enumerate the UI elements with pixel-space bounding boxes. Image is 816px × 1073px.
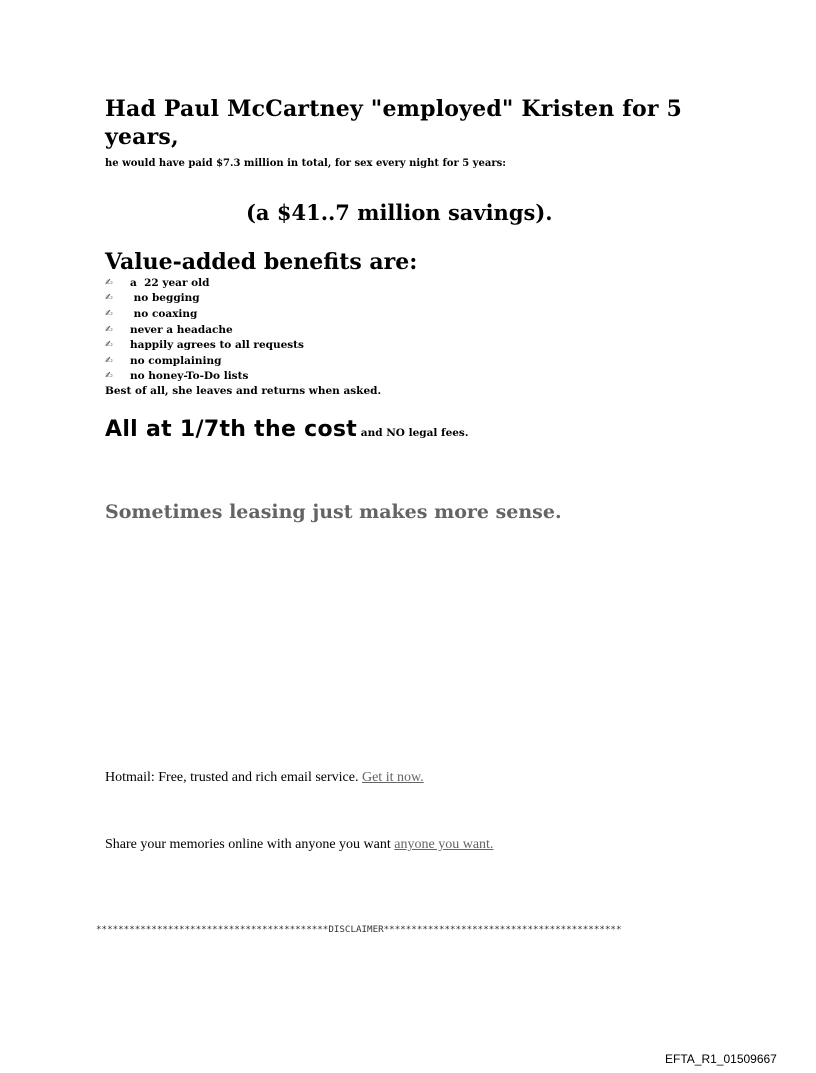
- cost-headline: All at 1/7th the cost: [105, 417, 358, 442]
- benefit-text: no complaining: [130, 354, 222, 367]
- benefit-text: no begging: [130, 292, 200, 305]
- headline: Had Paul McCartney "employed" Kristen for 5 years,: [105, 96, 683, 150]
- benefit-text: happily agrees to all requests: [130, 339, 304, 352]
- benefit-text: never a headache: [130, 323, 233, 336]
- benefit-item: [105, 353, 304, 369]
- benefits-title: Value-added benefits are:: [105, 249, 418, 275]
- benefit-item: [105, 337, 304, 353]
- writing-hand-icon: ✍: [105, 293, 113, 304]
- promo-text: Share your memories online with anyone you want: [105, 837, 395, 852]
- disclaimer-banner: ******************************************DISCLAIMER*******************************************: [96, 924, 622, 935]
- benefit-text: a 22 year old: [130, 276, 210, 289]
- benefit-item: [105, 275, 304, 291]
- cost-note: and NO legal fees.: [357, 427, 469, 439]
- document-id: EFTA_R1_01509667: [665, 1052, 777, 1066]
- benefits-closing: Best of all, she leaves and returns when asked.: [105, 385, 382, 397]
- share-memories-promo: [105, 836, 493, 854]
- benefit-list: [105, 275, 304, 384]
- benefit-item: [105, 369, 304, 385]
- benefit-item: [105, 291, 304, 307]
- writing-hand-icon: ✍: [105, 355, 113, 366]
- tagline: Sometimes leasing just makes more sense.: [105, 501, 562, 523]
- subline: he would have paid $7.3 million in total, for sex every night for 5 years:: [105, 158, 506, 169]
- benefit-item: [105, 306, 304, 322]
- writing-hand-icon: ✍: [105, 277, 113, 288]
- writing-hand-icon: ✍: [105, 340, 113, 351]
- cost-line: [105, 415, 469, 445]
- benefit-text: no coaxing: [130, 307, 198, 320]
- hotmail-promo: [105, 769, 424, 787]
- writing-hand-icon: ✍: [105, 371, 113, 382]
- writing-hand-icon: ✍: [105, 324, 113, 335]
- get-it-now-link[interactable]: Get it now.: [361, 770, 424, 785]
- writing-hand-icon: ✍: [105, 308, 113, 319]
- benefit-text: no honey-To-Do lists: [130, 370, 249, 383]
- benefit-item: [105, 322, 304, 338]
- anyone-you-want-link[interactable]: anyone you want.: [394, 837, 494, 852]
- savings-line: (a $41..7 million savings).: [246, 200, 553, 225]
- promo-text: Hotmail: Free, trusted and rich email service.: [105, 770, 362, 785]
